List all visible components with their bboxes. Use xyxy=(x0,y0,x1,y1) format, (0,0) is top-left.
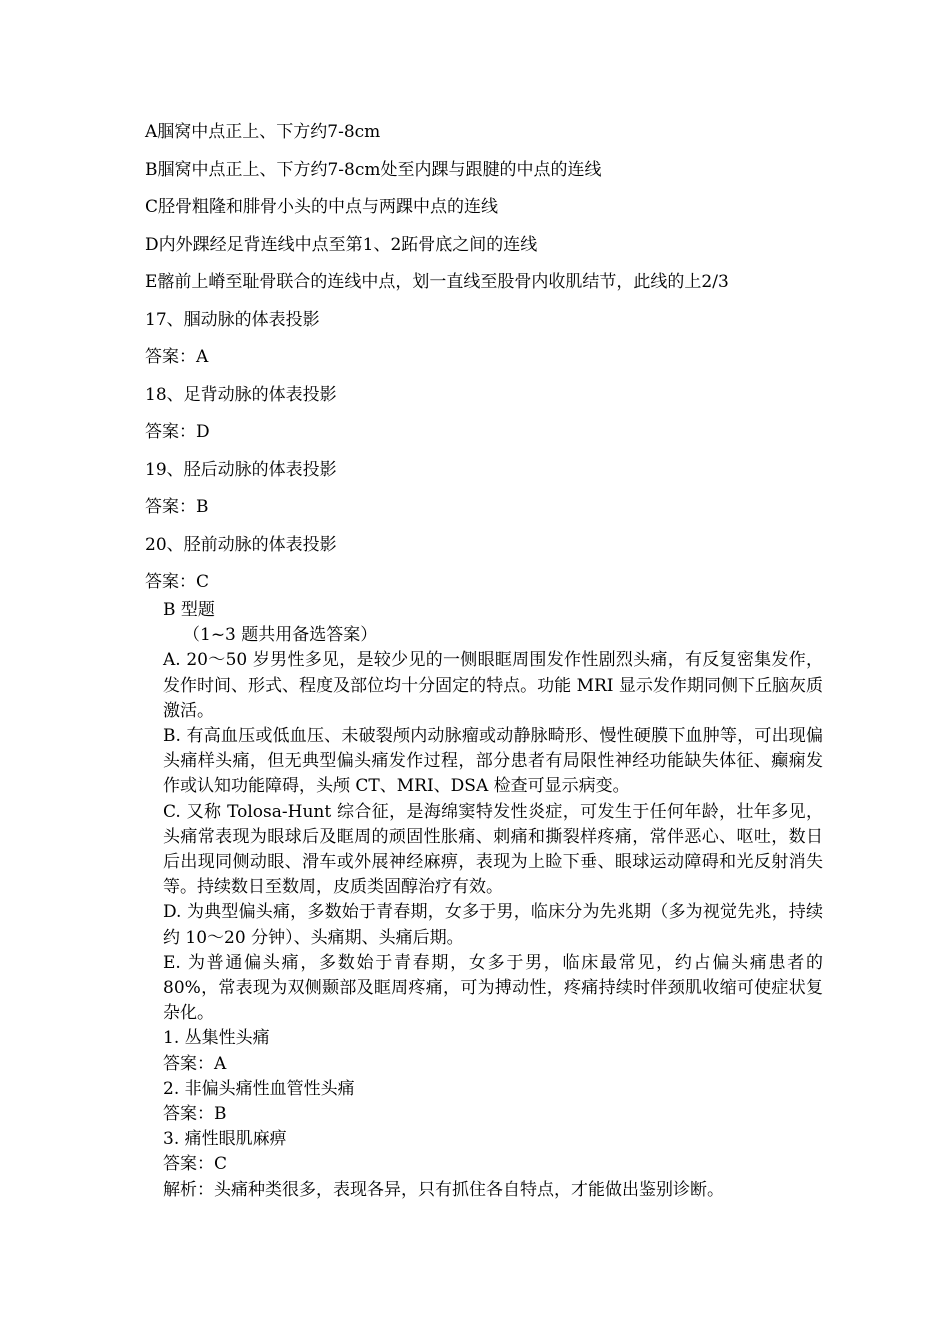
b-answer-3: 答案：C xyxy=(163,1154,228,1175)
question-20: 20、胫前动脉的体表投影 xyxy=(145,534,337,555)
answer-19: 答案：B xyxy=(145,497,209,517)
section-heading: B 型题 xyxy=(163,600,215,620)
b-answer-1: 答案：A xyxy=(163,1053,227,1074)
section-subheading: （1~3 题共用备选答案） xyxy=(183,625,378,646)
question-19: 19、胫后动脉的体表投影 xyxy=(145,459,337,480)
analysis: 解析：头痛种类很多，表现各异，只有抓住各自特点，才能做出鉴别诊断。 xyxy=(163,1179,724,1200)
b-type-section xyxy=(163,598,823,1203)
question-18: 18、足背动脉的体表投影 xyxy=(145,384,337,405)
b-option-d: D. 为典型偏头痛，多数始于青春期，女多于男，临床分为先兆期（多为视觉先兆，持续约 10～20 分钟）、头痛期、头痛后期。 xyxy=(163,902,823,948)
b-question-1: 1. 丛集性头痛 xyxy=(163,1028,270,1049)
answer-20: 答案：C xyxy=(145,572,210,592)
question-block-16-20 xyxy=(145,114,845,602)
b-answer-2: 答案：B xyxy=(163,1104,227,1125)
b-option-b: B. 有高血压或低血压、未破裂颅内动脉瘤或动静脉畸形、慢性硬膜下血肿等，可出现偏头痛样头痛，但无典型偏头痛发作过程，部分患者有局限性神经功能缺失体征、癫痫发作或认知功能障碍，头颅 CT、MRI、DSA 检查可显示病变。 xyxy=(163,726,823,797)
answer-18: 答案：D xyxy=(145,422,210,442)
b-option-c: C. 又称 Tolosa-Hunt 综合征，是海绵窦特发性炎症，可发生于任何年龄，壮年多见，头痛常表现为眼球后及眶周的顽固性胀痛、刺痛和撕裂样疼痛，常伴恶心、呕吐，数日后出现同侧动眼、滑车或外展神经麻痹，表现为上睑下垂、眼球运动障碍和光反射消失等。持续数日至数周，皮质类固醇治疗有效。 xyxy=(163,801,823,898)
b-question-3: 3. 痛性眼肌麻痹 xyxy=(163,1129,287,1150)
b-option-e: E. 为普通偏头痛，多数始于青春期，女多于男，临床最常见，约占偏头痛患者的 80%，常表现为双侧颞部及眶周疼痛，可为搏动性，疼痛持续时伴颈肌收缩可使症状复杂化。 xyxy=(163,952,823,1024)
option-b: B腘窝中点正上、下方约7-8cm处至内踝与跟腱的中点的连线 xyxy=(145,159,602,180)
answer-17: 答案：A xyxy=(145,347,209,367)
option-a: A腘窝中点正上、下方约7-8cm xyxy=(145,122,381,142)
option-d: D内外踝经足背连线中点至第1、2跖骨底之间的连线 xyxy=(145,234,538,255)
option-c: C胫骨粗隆和腓骨小头的中点与两踝中点的连线 xyxy=(145,197,499,217)
b-question-2: 2. 非偏头痛性血管性头痛 xyxy=(163,1078,355,1099)
option-e: E髂前上嵴至耻骨联合的连线中点，划一直线至股骨内收肌结节，此线的上2/3 xyxy=(145,272,729,292)
question-17: 17、腘动脉的体表投影 xyxy=(145,309,320,330)
b-option-a: A. 20～50 岁男性多见，是较少见的一侧眼眶周围发作性剧烈头痛，有反复密集发作，发作时间、形式、程度及部位均十分固定的特点。功能 MRI 显示发作期同侧下丘脑灰质激活。 xyxy=(163,650,823,721)
